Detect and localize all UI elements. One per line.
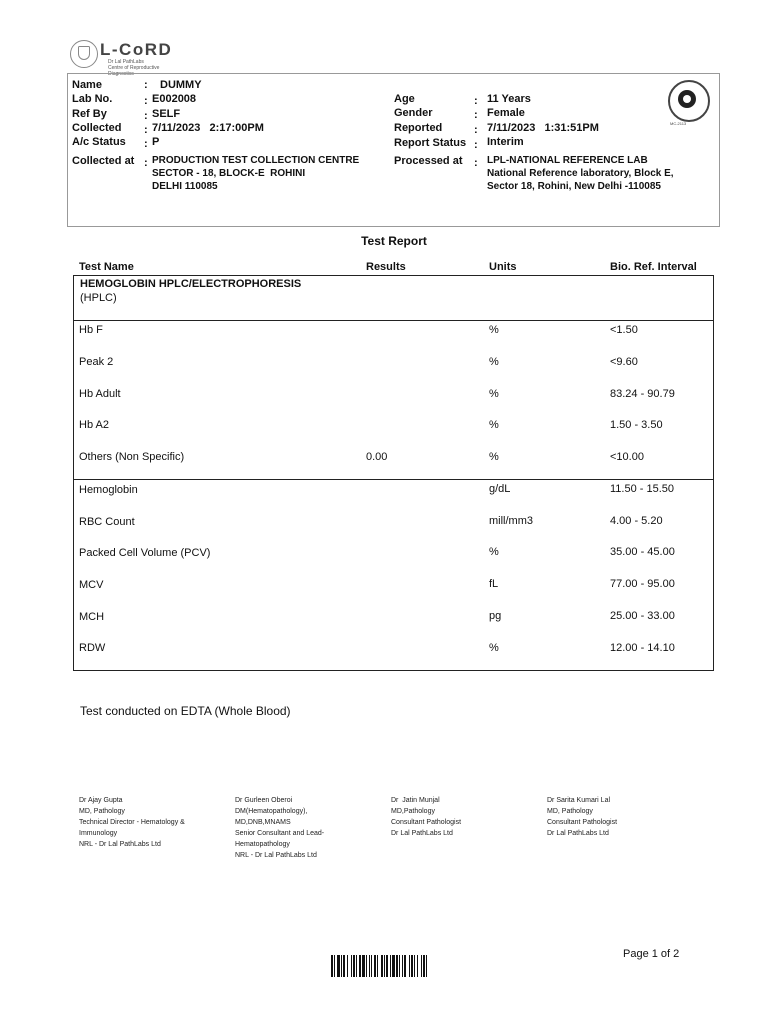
signatory-line: Senior Consultant and Lead- bbox=[235, 830, 325, 837]
row-test-name: Hemoglobin bbox=[79, 484, 138, 496]
colon: : bbox=[144, 79, 148, 91]
collected-label: Collected bbox=[72, 122, 122, 134]
signatory-line: Consultant Pathologist bbox=[547, 819, 618, 826]
col-ref-interval: Bio. Ref. Interval bbox=[610, 261, 697, 273]
row-units: % bbox=[489, 356, 499, 368]
signatory-line: NRL - Dr Lal PathLabs Ltd bbox=[235, 852, 317, 859]
collected-at-address bbox=[152, 154, 359, 193]
row-units: g/dL bbox=[489, 483, 511, 495]
report-status-value: Interim bbox=[487, 136, 524, 148]
age-value: 11 Years bbox=[487, 93, 531, 105]
report-title: Test Report bbox=[361, 234, 427, 248]
signatory-line: MD, Pathology bbox=[547, 808, 593, 815]
row-test-name: RDW bbox=[79, 642, 106, 654]
col-test-name: Test Name bbox=[79, 261, 134, 273]
signatory-line: DM(Hematopathology), bbox=[235, 808, 308, 815]
gender-value: Female bbox=[487, 107, 525, 119]
specimen-note: Test conducted on EDTA (Whole Blood) bbox=[80, 704, 291, 718]
row-ref: 35.00 - 45.00 bbox=[610, 546, 675, 558]
row-test-name: Others (Non Specific) bbox=[79, 451, 185, 463]
brand-name: L-CoRD bbox=[100, 40, 173, 59]
row-test-name: Packed Cell Volume (PCV) bbox=[79, 547, 211, 559]
processed-at-label: Processed at bbox=[394, 155, 463, 167]
colon: : bbox=[144, 95, 148, 107]
row-test-name: MCH bbox=[79, 611, 105, 623]
colon: : bbox=[144, 138, 148, 150]
collected-at-label: Collected at bbox=[72, 155, 135, 167]
group-rule bbox=[73, 479, 714, 480]
row-test-name: Hb F bbox=[79, 324, 103, 336]
row-result: 0.00 bbox=[366, 451, 388, 463]
section-title: HEMOGLOBIN HPLC/ELECTROPHORESIS bbox=[80, 278, 302, 290]
processed-at-line: LPL-NATIONAL REFERENCE LAB bbox=[487, 155, 648, 166]
col-results: Results bbox=[366, 261, 406, 273]
report-status-label: Report Status bbox=[394, 137, 467, 149]
signatory-line: Hematopathology bbox=[235, 841, 290, 848]
table-top-rule bbox=[73, 275, 714, 276]
processed-at-line: National Reference laboratory, Block E, bbox=[487, 168, 674, 179]
signatory-line: Dr Jatin Munjal bbox=[391, 797, 440, 804]
row-test-name: MCV bbox=[79, 579, 104, 591]
signatory-line: MD,Pathology bbox=[391, 808, 435, 815]
brand-sub2: Centre of Reproductive Diagnostics bbox=[108, 65, 160, 77]
accreditation-seal-icon bbox=[668, 80, 710, 122]
reported-value: 7/11/2023 1:31:51PM bbox=[487, 122, 599, 134]
collected-at-line: PRODUCTION TEST COLLECTION CENTRE bbox=[152, 155, 360, 166]
colon: : bbox=[474, 109, 478, 121]
col-units: Units bbox=[489, 261, 517, 273]
row-units: % bbox=[489, 451, 499, 463]
processed-at-address bbox=[487, 154, 674, 193]
signatory-line: Dr Gurleen Oberoi bbox=[235, 797, 293, 804]
signatory-line: NRL - Dr Lal PathLabs Ltd bbox=[79, 841, 161, 848]
row-test-name: RBC Count bbox=[79, 516, 135, 528]
lcord-logo bbox=[70, 40, 180, 77]
signatory-line: MD, Pathology bbox=[79, 808, 125, 815]
lcord-emblem-icon bbox=[70, 40, 98, 68]
section-method: (HPLC) bbox=[80, 292, 117, 304]
signatory-line: Immunology bbox=[79, 830, 118, 837]
lab-no-label: Lab No. bbox=[72, 93, 113, 105]
name-label: Name bbox=[72, 79, 102, 91]
row-ref: <1.50 bbox=[610, 324, 638, 336]
signatory-line: Technical Director - Hematology & bbox=[79, 819, 185, 826]
collected-at-line: DELHI 110085 bbox=[152, 181, 218, 192]
collected-at-line: SECTOR - 18, BLOCK-E ROHINI bbox=[152, 168, 306, 179]
seal-caption: MC-2113 bbox=[670, 121, 687, 126]
ref-by-value: SELF bbox=[152, 108, 181, 120]
row-test-name: Hb A2 bbox=[79, 419, 109, 431]
signatory-block bbox=[391, 795, 461, 839]
row-units: mill/mm3 bbox=[489, 515, 533, 527]
colon: : bbox=[474, 139, 478, 151]
row-ref: 12.00 - 14.10 bbox=[610, 642, 675, 654]
signatory-line: Dr Lal PathLabs Ltd bbox=[391, 830, 453, 837]
signatory-line: Consultant Pathologist bbox=[391, 819, 462, 826]
page-number: Page 1 of 2 bbox=[623, 948, 680, 960]
row-units: % bbox=[489, 642, 499, 654]
row-ref: 4.00 - 5.20 bbox=[610, 515, 663, 527]
row-units: % bbox=[489, 324, 499, 336]
row-ref: <9.60 bbox=[610, 356, 638, 368]
signatory-block bbox=[547, 795, 617, 839]
row-units: % bbox=[489, 419, 499, 431]
ac-status-label: A/c Status bbox=[72, 136, 126, 148]
row-test-name: Hb Adult bbox=[79, 388, 121, 400]
lab-no-value: E002008 bbox=[152, 93, 197, 105]
barcode-icon bbox=[331, 955, 456, 977]
brand-sub1: Dr Lal PathLabs bbox=[108, 59, 144, 65]
collected-value: 7/11/2023 2:17:00PM bbox=[152, 122, 264, 134]
reported-label: Reported bbox=[394, 122, 443, 134]
processed-at-line: Sector 18, Rohini, New Delhi -110085 bbox=[487, 181, 661, 192]
colon: : bbox=[474, 95, 478, 107]
colon: : bbox=[474, 124, 478, 136]
signatory-block bbox=[235, 795, 324, 861]
signatory-line: MD,DNB,MNAMS bbox=[235, 819, 291, 826]
row-ref: 11.50 - 15.50 bbox=[610, 483, 675, 495]
colon: : bbox=[144, 124, 148, 136]
ref-by-label: Ref By bbox=[72, 108, 107, 120]
row-test-name: Peak 2 bbox=[79, 356, 114, 368]
signatory-line: Dr Lal PathLabs Ltd bbox=[547, 830, 609, 837]
row-ref: 83.24 - 90.79 bbox=[610, 388, 675, 400]
colon: : bbox=[144, 110, 148, 122]
gender-label: Gender bbox=[394, 107, 433, 119]
section-rule bbox=[73, 320, 714, 321]
signatory-line: Dr Sarita Kumari Lal bbox=[547, 797, 611, 804]
row-units: % bbox=[489, 546, 499, 558]
ac-status-value: P bbox=[152, 136, 160, 148]
row-ref: 77.00 - 95.00 bbox=[610, 578, 675, 590]
row-units: fL bbox=[489, 578, 499, 590]
signatory-line: Dr Ajay Gupta bbox=[79, 797, 123, 804]
row-ref: 1.50 - 3.50 bbox=[610, 419, 663, 431]
row-units: pg bbox=[489, 610, 502, 622]
colon: : bbox=[474, 157, 478, 169]
signatory-block bbox=[79, 795, 185, 850]
row-units: % bbox=[489, 388, 499, 400]
row-ref: 25.00 - 33.00 bbox=[610, 610, 675, 622]
patient-name: DUMMY bbox=[160, 79, 202, 91]
age-label: Age bbox=[394, 93, 415, 105]
colon: : bbox=[144, 157, 148, 169]
row-ref: <10.00 bbox=[610, 451, 644, 463]
